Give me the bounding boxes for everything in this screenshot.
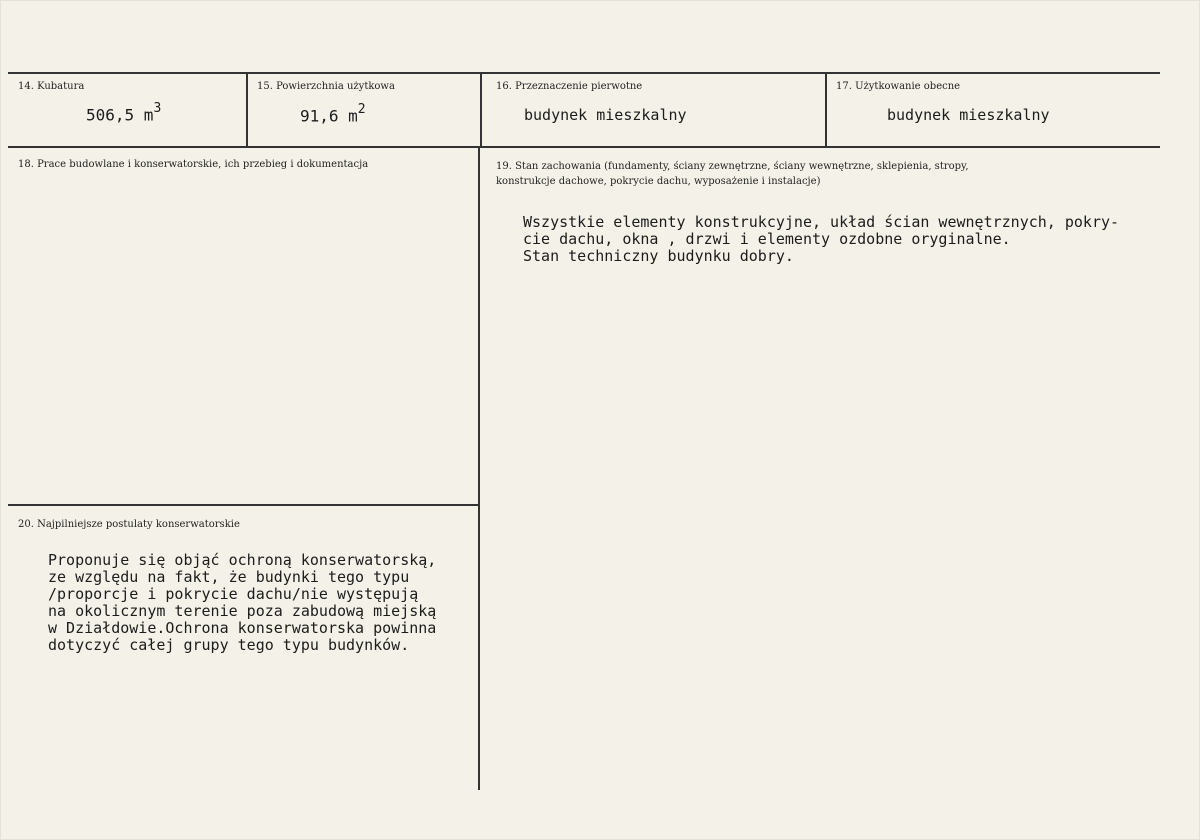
top-rule [8, 72, 1160, 74]
field-14-label: 14. Kubatura [18, 81, 85, 92]
field-20-label: 20. Najpilniejsze postulaty konserwatorskie [18, 519, 240, 530]
row-divider [8, 146, 1160, 148]
field-20-text-line: /proporcje i pokrycie dachu/nie występują [48, 585, 419, 603]
col-divider-15-16 [480, 72, 482, 148]
field-17-value: budynek mieszkalny [887, 106, 1050, 124]
field-20-text-line: na okolicznym terenie poza zabudową miejską [48, 602, 437, 620]
main-column-divider [478, 146, 480, 790]
field-19-label-line-1: 19. Stan zachowania (fundamenty, ściany zewnętrzne, ściany wewnętrzne, sklepienia, stropy, [496, 161, 969, 172]
field-20-text-line: dotyczyć całej grupy tego typu budynków. [48, 636, 410, 654]
field-19-text-line: Stan techniczny budynku dobry. [523, 247, 794, 265]
field-14-value [86, 103, 161, 124]
field-17-label: 17. Użytkowanie obecne [836, 81, 961, 92]
field-15-value [300, 104, 366, 125]
powierzchnia-exponent: 2 [357, 102, 366, 117]
field-16-value: budynek mieszkalny [524, 106, 687, 124]
field-18-label: 18. Prace budowlane i konserwatorskie, ich przebieg i dokumentacja [18, 159, 369, 170]
kubatura-exponent: 3 [153, 101, 162, 116]
field-20-text [48, 552, 436, 654]
kubatura-value: 506,5 m [86, 105, 154, 125]
field-20-text-line: w Działdowie.Ochrona konserwatorska powinna [48, 619, 437, 637]
field-19-text-line: cie dachu, okna , drzwi i elementy ozdobne oryginalne. [523, 230, 1011, 248]
field-16-label: 16. Przeznaczenie pierwotne [496, 81, 643, 92]
powierzchnia-value: 91,6 m [300, 106, 358, 126]
field-19-label-line-2: konstrukcje dachowe, pokrycie dachu, wyposażenie i instalacje) [496, 176, 821, 187]
col-divider-14-15 [246, 72, 248, 148]
col-divider-16-17 [825, 72, 827, 148]
field-20-text-line: ze względu na fakt, że budynki tego typu [48, 568, 410, 586]
field-15-label: 15. Powierzchnia użytkowa [257, 81, 395, 92]
field-19-text [523, 214, 1119, 265]
left-column-divider [8, 504, 480, 506]
field-20-text-line: Proponuje się objąć ochroną konserwatorską, [48, 551, 437, 569]
field-19-text-line: Wszystkie elementy konstrukcyjne, układ ścian wewnętrznych, pokry- [523, 213, 1120, 231]
